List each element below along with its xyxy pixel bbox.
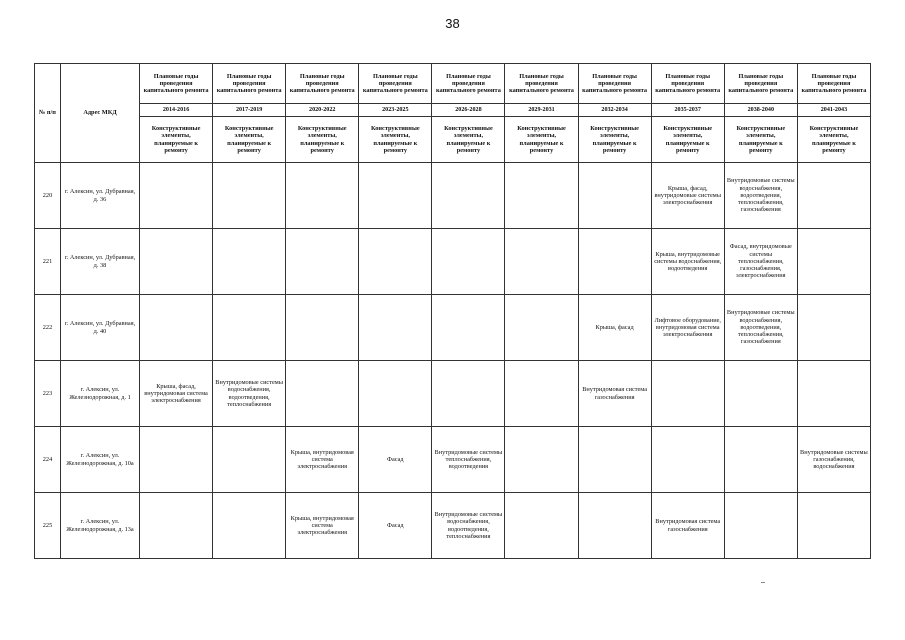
repair-schedule-table xyxy=(34,63,871,559)
repair-elements-cell xyxy=(140,493,213,559)
repair-elements-cell: Внутридомовые системы водоснабжения, водоотведения, теплоснабжения, газоснабжения xyxy=(724,295,797,361)
repair-elements-cell: Крыша, фасад, внутридомовая система электроснабжения xyxy=(140,361,213,427)
repair-elements-cell: Фасад xyxy=(359,493,432,559)
header-row-years xyxy=(35,104,871,117)
repair-elements-cell xyxy=(797,295,870,361)
repair-elements-cell xyxy=(140,295,213,361)
repair-elements-cell xyxy=(286,229,359,295)
elements-header: Конструктивные элементы, планируемые к ремонту xyxy=(432,117,505,163)
repair-elements-cell xyxy=(359,295,432,361)
row-address: г. Алексин, ул. Железнодорожная, д. 10а xyxy=(61,427,140,493)
scan-mark xyxy=(761,582,765,583)
header-row-years-label xyxy=(35,64,871,104)
period-years-header: 2029-2031 xyxy=(505,104,578,117)
elements-header: Конструктивные элементы, планируемые к ремонту xyxy=(140,117,213,163)
repair-elements-cell xyxy=(505,493,578,559)
repair-elements-cell xyxy=(286,163,359,229)
table-row xyxy=(35,427,871,493)
table-row xyxy=(35,163,871,229)
repair-elements-cell: Внутридомовые системы газоснабжения, водоснабжения xyxy=(797,427,870,493)
repair-elements-cell: Крыша, внутридомовая система электроснабжения xyxy=(286,493,359,559)
repair-elements-cell xyxy=(724,361,797,427)
elements-header: Конструктивные элементы, планируемые к ремонту xyxy=(797,117,870,163)
row-number: 222 xyxy=(35,295,61,361)
repair-elements-cell: Фасад, внутридомовые системы теплоснабжения, газоснабжения, электроснабжения xyxy=(724,229,797,295)
repair-elements-cell: Крыша, внутридомовая система электроснабжения xyxy=(286,427,359,493)
row-address: г. Алексин, ул. Дубравная, д. 36 xyxy=(61,163,140,229)
elements-header: Конструктивные элементы, планируемые к ремонту xyxy=(578,117,651,163)
row-address: г. Алексин, ул. Дубравная, д. 38 xyxy=(61,229,140,295)
repair-elements-cell xyxy=(213,163,286,229)
period-label-header: Плановые годы проведения капитального ремонта xyxy=(286,64,359,104)
period-years-header: 2032-2034 xyxy=(578,104,651,117)
repair-elements-cell: Крыша, фасад, внутридомовые системы электроснабжения xyxy=(651,163,724,229)
repair-elements-cell xyxy=(505,361,578,427)
elements-header: Конструктивные элементы, планируемые к ремонту xyxy=(505,117,578,163)
repair-elements-cell xyxy=(359,361,432,427)
repair-elements-cell xyxy=(140,163,213,229)
repair-elements-cell xyxy=(724,427,797,493)
col-address-header: Адрес МКД xyxy=(61,64,140,163)
row-address: г. Алексин, ул. Железнодорожная, д. 1 xyxy=(61,361,140,427)
page-number: 38 xyxy=(445,16,460,31)
period-years-header: 2014-2016 xyxy=(140,104,213,117)
repair-elements-cell xyxy=(724,493,797,559)
period-label-header: Плановые годы проведения капитального ремонта xyxy=(797,64,870,104)
repair-elements-cell xyxy=(432,361,505,427)
header-row-elements xyxy=(35,117,871,163)
row-number: 220 xyxy=(35,163,61,229)
repair-elements-cell: Внутридомовые системы водоснабжения, водоотведения, теплоснабжения xyxy=(213,361,286,427)
row-address: г. Алексин, ул. Железнодорожная, д. 13а xyxy=(61,493,140,559)
period-years-header: 2035-2037 xyxy=(651,104,724,117)
period-years-header: 2023-2025 xyxy=(359,104,432,117)
repair-elements-cell xyxy=(359,229,432,295)
repair-elements-cell: Крыша, фасад xyxy=(578,295,651,361)
repair-elements-cell xyxy=(432,295,505,361)
repair-elements-cell: Крыша, внутридомовые системы водоснабжения, водоотведения xyxy=(651,229,724,295)
period-label-header: Плановые годы проведения капитального ремонта xyxy=(140,64,213,104)
repair-elements-cell xyxy=(286,295,359,361)
period-label-header: Плановые годы проведения капитального ремонта xyxy=(505,64,578,104)
repair-elements-cell xyxy=(213,295,286,361)
table-row xyxy=(35,361,871,427)
period-years-header: 2020-2022 xyxy=(286,104,359,117)
row-address: г. Алексин, ул. Дубравная, д. 40 xyxy=(61,295,140,361)
repair-elements-cell xyxy=(797,493,870,559)
row-number: 221 xyxy=(35,229,61,295)
repair-elements-cell xyxy=(213,427,286,493)
repair-elements-cell: Внутридомовые системы водоснабжения, водоотведения, теплоснабжения xyxy=(432,493,505,559)
repair-elements-cell xyxy=(651,361,724,427)
elements-header: Конструктивные элементы, планируемые к ремонту xyxy=(213,117,286,163)
repair-elements-cell: Внутридомовые системы водоснабжения, водоотведения, теплоснабжения, газоснабжения xyxy=(724,163,797,229)
repair-elements-cell xyxy=(578,163,651,229)
row-number: 225 xyxy=(35,493,61,559)
repair-elements-cell xyxy=(432,229,505,295)
repair-elements-cell xyxy=(505,163,578,229)
table-row xyxy=(35,229,871,295)
period-years-header: 2026-2028 xyxy=(432,104,505,117)
repair-elements-cell xyxy=(213,493,286,559)
repair-elements-cell xyxy=(505,427,578,493)
period-years-header: 2017-2019 xyxy=(213,104,286,117)
elements-header: Конструктивные элементы, планируемые к ремонту xyxy=(359,117,432,163)
repair-elements-cell xyxy=(797,229,870,295)
period-label-header: Плановые годы проведения капитального ремонта xyxy=(213,64,286,104)
repair-elements-cell xyxy=(140,229,213,295)
repair-elements-cell: Внутридомовая система газоснабжения xyxy=(578,361,651,427)
row-number: 224 xyxy=(35,427,61,493)
row-number: 223 xyxy=(35,361,61,427)
col-num-header: № п/п xyxy=(35,64,61,163)
repair-elements-cell xyxy=(797,361,870,427)
repair-elements-cell xyxy=(140,427,213,493)
elements-header: Конструктивные элементы, планируемые к ремонту xyxy=(724,117,797,163)
period-years-header: 2041-2043 xyxy=(797,104,870,117)
repair-elements-cell: Лифтовое оборудование, внутридомовая система электроснабжения xyxy=(651,295,724,361)
repair-elements-cell: Фасад xyxy=(359,427,432,493)
repair-elements-cell xyxy=(651,427,724,493)
repair-elements-cell xyxy=(213,229,286,295)
repair-elements-cell xyxy=(578,493,651,559)
repair-elements-cell xyxy=(797,163,870,229)
table-header xyxy=(35,64,871,163)
repair-elements-cell xyxy=(432,163,505,229)
period-label-header: Плановые годы проведения капитального ремонта xyxy=(359,64,432,104)
table-row xyxy=(35,295,871,361)
repair-elements-cell xyxy=(286,361,359,427)
repair-elements-cell xyxy=(578,427,651,493)
repair-elements-cell xyxy=(578,229,651,295)
repair-elements-cell xyxy=(505,229,578,295)
period-years-header: 2038-2040 xyxy=(724,104,797,117)
elements-header: Конструктивные элементы, планируемые к ремонту xyxy=(286,117,359,163)
table-body xyxy=(35,163,871,559)
repair-elements-cell: Внутридомовые системы теплоснабжения, водоотведения xyxy=(432,427,505,493)
repair-elements-cell: Внутридомовая система газоснабжения xyxy=(651,493,724,559)
period-label-header: Плановые годы проведения капитального ремонта xyxy=(432,64,505,104)
period-label-header: Плановые годы проведения капитального ремонта xyxy=(578,64,651,104)
period-label-header: Плановые годы проведения капитального ремонта xyxy=(651,64,724,104)
elements-header: Конструктивные элементы, планируемые к ремонту xyxy=(651,117,724,163)
repair-elements-cell xyxy=(359,163,432,229)
period-label-header: Плановые годы проведения капитального ремонта xyxy=(724,64,797,104)
table-row xyxy=(35,493,871,559)
repair-elements-cell xyxy=(505,295,578,361)
